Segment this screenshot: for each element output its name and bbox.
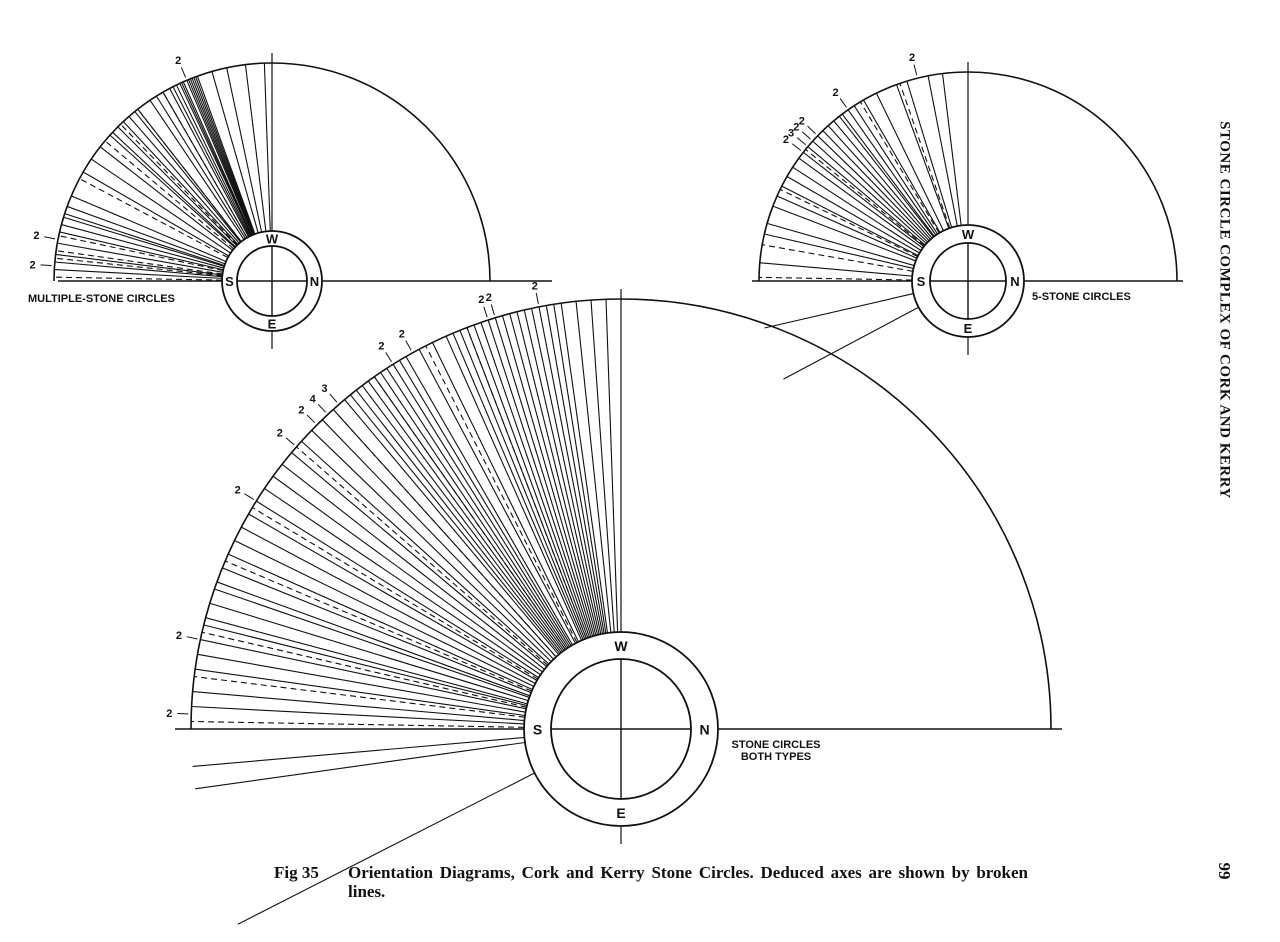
solid-axis xyxy=(842,114,934,236)
solid-axis xyxy=(453,333,583,640)
solid-axis xyxy=(606,299,618,632)
solid-axis xyxy=(362,386,562,652)
count-tick xyxy=(840,98,846,107)
solid-axis xyxy=(235,541,534,687)
solid-axis xyxy=(943,74,962,226)
count-mark: 2 xyxy=(485,291,492,304)
solid-axis xyxy=(481,322,589,637)
five-stone-circles-diagram xyxy=(752,52,1183,379)
count-tick xyxy=(41,265,52,266)
count-mark: 4 xyxy=(309,393,316,406)
solid-axis xyxy=(907,81,952,227)
count-tick xyxy=(406,341,411,351)
count-tick xyxy=(914,65,917,76)
count-mark: 2 xyxy=(798,115,805,128)
diagram-label: MULTIPLE-STONE CIRCLES xyxy=(28,293,175,305)
solid-axis xyxy=(828,126,930,240)
count-tick xyxy=(491,304,494,315)
solid-axis xyxy=(71,196,226,262)
compass-e: E xyxy=(267,316,277,332)
solid-axis xyxy=(777,196,917,258)
solid-axis xyxy=(799,158,923,248)
broken-axis xyxy=(138,109,241,241)
running-head xyxy=(1208,75,1240,545)
count-tick xyxy=(181,67,185,77)
solid-axis xyxy=(183,82,251,235)
solid-axis xyxy=(61,225,223,268)
solid-axis xyxy=(265,489,541,675)
figure-caption xyxy=(274,863,1044,901)
count-tick xyxy=(187,637,198,639)
solid-axis xyxy=(848,110,936,235)
page-number-text: 99 xyxy=(1215,862,1234,880)
compass-n: N xyxy=(1010,273,1020,289)
count-tick xyxy=(808,126,816,134)
solid-axis xyxy=(192,706,525,723)
page-number xyxy=(1212,856,1236,886)
solid-axis xyxy=(214,589,529,697)
compass-s: S xyxy=(225,273,234,289)
solid-axis xyxy=(170,89,249,237)
count-tick xyxy=(386,352,392,361)
count-mark: 2 xyxy=(478,294,485,307)
solid-axis xyxy=(350,395,560,654)
count-tick xyxy=(484,307,487,317)
compass-s: S xyxy=(916,273,926,289)
count-mark: 2 xyxy=(378,340,385,353)
solid-axis xyxy=(803,152,924,246)
broken-axis xyxy=(80,179,228,258)
solid-axis xyxy=(264,63,270,231)
count-mark: 2 xyxy=(276,427,283,440)
solid-axis xyxy=(764,294,913,328)
solid-axis xyxy=(760,263,912,276)
solid-axis xyxy=(546,306,604,634)
count-mark: 2 xyxy=(298,404,305,417)
solid-axis xyxy=(187,80,253,235)
solid-axis xyxy=(195,742,525,788)
count-tick xyxy=(307,415,315,423)
count-tick xyxy=(44,237,55,239)
compass-w: W xyxy=(614,637,628,654)
solid-axis xyxy=(193,692,525,721)
broken-axis xyxy=(759,277,912,280)
count-mark: 3 xyxy=(787,127,795,140)
solid-axis xyxy=(767,223,914,265)
diagram-label-line: STONE CIRCLES xyxy=(731,739,821,751)
count-tick xyxy=(802,132,810,139)
compass-e: E xyxy=(963,320,973,336)
compass-s: S xyxy=(532,721,543,738)
count-mark: 2 xyxy=(782,133,790,146)
count-mark: 2 xyxy=(793,121,800,134)
compass-n: N xyxy=(699,721,710,738)
count-tick xyxy=(536,293,538,304)
count-mark: 2 xyxy=(531,280,538,293)
count-mark: 2 xyxy=(29,259,36,272)
count-mark: 2 xyxy=(398,328,405,341)
count-mark: 2 xyxy=(175,55,182,68)
broken-axis xyxy=(54,277,222,280)
diagram-label: 5-STONE CIRCLES xyxy=(1032,291,1131,303)
count-mark: 2 xyxy=(234,484,241,497)
broken-axis xyxy=(225,561,532,691)
running-head-text: STONE CIRCLE COMPLEX OF CORK AND KERRY xyxy=(1216,121,1233,499)
solid-axis xyxy=(433,343,579,642)
count-mark: 2 xyxy=(175,630,182,643)
solid-axis xyxy=(238,773,535,924)
count-mark: 3 xyxy=(321,382,328,395)
solid-axis xyxy=(897,85,949,229)
solid-axis xyxy=(783,307,918,379)
solid-axis xyxy=(193,737,525,766)
broken-axis xyxy=(191,721,524,727)
solid-axis xyxy=(839,116,933,237)
solid-axis xyxy=(292,453,547,667)
solid-axis xyxy=(591,300,614,632)
count-tick xyxy=(318,404,326,412)
compass-e: E xyxy=(616,804,626,821)
both-types-diagram xyxy=(166,280,1062,924)
solid-axis xyxy=(928,76,957,226)
figure-number: Fig 35 xyxy=(274,863,319,882)
count-tick xyxy=(792,144,801,151)
count-mark: 2 xyxy=(33,230,40,243)
solid-axis xyxy=(206,618,528,704)
compass-w: W xyxy=(961,226,975,242)
broken-axis xyxy=(202,632,526,707)
solid-axis xyxy=(539,307,603,634)
count-mark: 2 xyxy=(166,708,173,721)
compass-n: N xyxy=(309,273,320,289)
count-tick xyxy=(797,138,805,145)
solid-axis xyxy=(356,390,561,652)
compass-w: W xyxy=(265,231,279,247)
count-tick xyxy=(286,438,294,445)
solid-axis xyxy=(808,147,925,245)
caption-text: Orientation Diagrams, Cork and Kerry Stone Circles. Deduced axes are shown by broken lines. xyxy=(348,863,1028,901)
broken-axis xyxy=(762,245,913,272)
solid-axis xyxy=(282,464,544,669)
broken-axis xyxy=(426,346,577,643)
count-mark: 2 xyxy=(909,51,916,64)
count-mark: 2 xyxy=(832,86,839,99)
count-tick xyxy=(330,394,337,402)
multiple-stone-circles-diagram xyxy=(28,53,552,349)
solid-axis xyxy=(381,373,567,649)
diagram-label-line: BOTH TYPES xyxy=(740,751,812,763)
count-tick xyxy=(244,494,253,500)
